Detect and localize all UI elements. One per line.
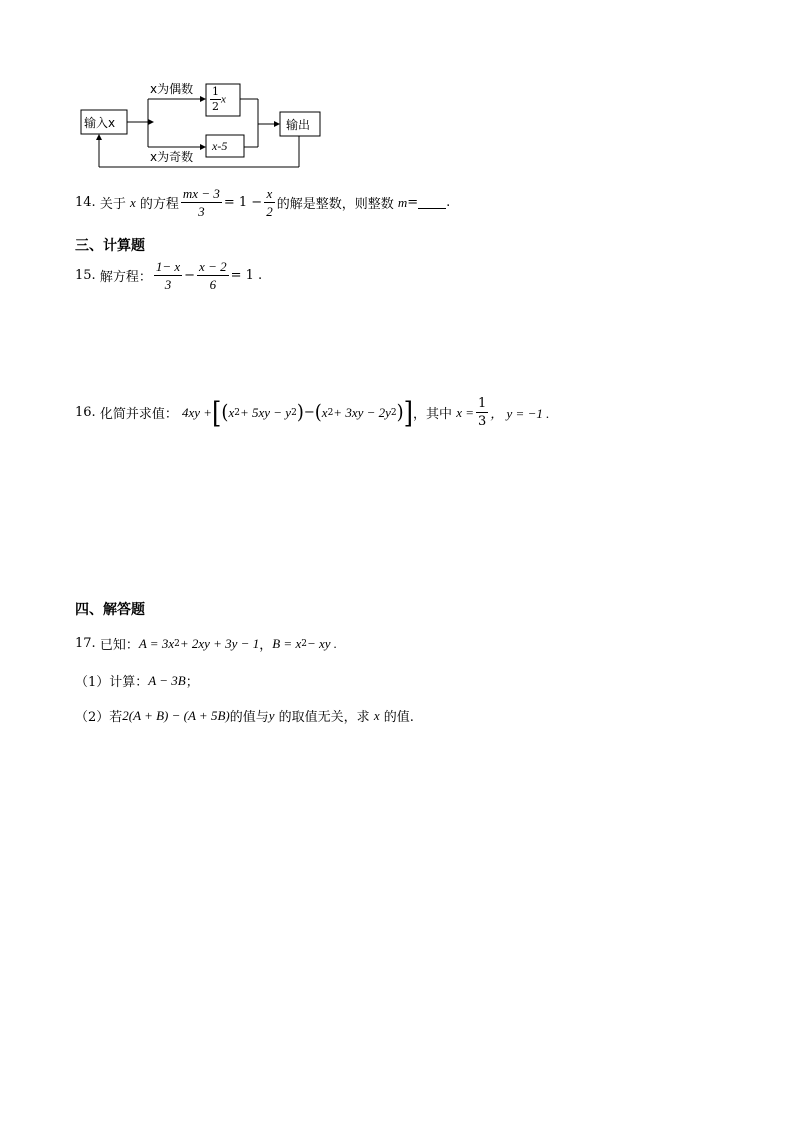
- q14-frac1-num: mx − 3: [182, 186, 220, 201]
- q16-expr-b: x: [228, 404, 235, 420]
- q16-x-num: 1: [478, 396, 487, 411]
- q16-expr-d: −: [303, 405, 315, 420]
- question-17-part-2: [75, 706, 414, 725]
- q16-x-fraction: [476, 396, 488, 429]
- q16-y-part: ， y = −1 .: [490, 406, 550, 421]
- half-den: 2: [212, 100, 219, 113]
- q17-given: 已知：: [99, 638, 139, 653]
- q17-part1-label: （1）计算：: [75, 675, 149, 690]
- q14-frac1-den: 3: [198, 204, 205, 219]
- half-var: x: [221, 93, 226, 106]
- q14-answer-blank[interactable]: [418, 196, 446, 209]
- q16-bracket-open: [: [212, 395, 222, 430]
- q17-sep: ，: [259, 638, 273, 653]
- q14-text-b: 的方程: [139, 197, 179, 212]
- q17-b-def: B = x: [272, 635, 302, 651]
- q15-fraction-1: [154, 259, 182, 292]
- q14-frac2-num: x: [264, 186, 275, 203]
- q15-frac1-num: 1− x: [155, 259, 181, 274]
- q16-expr-a: 4xy +: [181, 404, 213, 420]
- q16-paren-open-2: (: [314, 400, 322, 425]
- q17-part2-expr: 2(A + B) − (A + 5B): [122, 707, 230, 723]
- q16-bracket-close: ]: [403, 395, 414, 430]
- q17-part2-label: （2）若: [75, 710, 123, 725]
- q14-var-x: x: [129, 194, 136, 210]
- q17-b-def2: − xy .: [306, 635, 338, 651]
- section-3-title: 三、计算题: [75, 238, 145, 254]
- odd-label: x为奇数: [150, 150, 194, 164]
- q17-part2-text: 的值与: [229, 710, 269, 725]
- q17-part2-text3: 的值.: [383, 710, 414, 725]
- q15-number: 15.: [75, 268, 96, 283]
- section-4-title: 四、解答题: [75, 602, 145, 618]
- question-15: [75, 259, 262, 292]
- q14-var-m: m: [397, 194, 408, 210]
- q17-a-def: A = 3x: [138, 635, 175, 651]
- minus-five-label: x-5: [212, 139, 228, 153]
- q16-paren-close-1: ): [296, 400, 304, 425]
- q15-label: 解方程：: [99, 270, 152, 285]
- q16-number: 16.: [75, 405, 96, 420]
- q15-frac1-den: 3: [164, 277, 172, 292]
- q17-part2-text2: 的取值无关，求: [278, 710, 370, 725]
- question-17: 17. 已知： A = 3x 2 + 2xy + 3y − 1 ， B = x 2 − xy .: [75, 635, 338, 653]
- output-label: 输出: [286, 118, 311, 132]
- q17-a-def2: + 2xy + 3y − 1: [179, 635, 260, 651]
- q16-x-eq: x =: [456, 404, 474, 420]
- q15-fraction-2: [197, 259, 229, 292]
- question-17-part-1: [75, 671, 199, 690]
- q14-fraction-1: [181, 186, 222, 219]
- q16-label: 化简并求值：: [99, 407, 178, 422]
- q17-part2-x: x: [373, 707, 380, 723]
- half-expression: [210, 86, 226, 113]
- q15-frac2-num: x − 2: [199, 259, 227, 274]
- q17-number: 17.: [75, 636, 96, 651]
- question-16: 16. 化简并求值： 4xy + [ ( x 2 + 5xy − y 2 ) − ( x 2 + 3xy − 2y 2 ) ] ，其中 x = $\frac{1}{3}$ ， y = −1 .: [75, 395, 550, 430]
- q14-text-d: =: [407, 195, 419, 210]
- q16-paren-close-2: ): [396, 400, 404, 425]
- q14-text-c: 的解是整数，则整数: [276, 197, 394, 212]
- q14-text-a: 关于: [99, 197, 126, 212]
- q15-minus: −: [184, 268, 196, 283]
- q14-fraction-2: [264, 186, 275, 219]
- q16-x-den: 3: [478, 414, 487, 429]
- half-num: 1: [212, 85, 219, 98]
- input-label: 输入x: [84, 116, 116, 130]
- q16-tail: ，其中: [413, 407, 453, 422]
- q16-expr-f: + 3xy − 2y: [333, 404, 391, 420]
- q16-expr-e: x: [321, 404, 328, 420]
- q14-end: .: [446, 195, 451, 210]
- q17-part2-y: y: [268, 707, 275, 723]
- q16-paren-open-1: (: [221, 400, 229, 425]
- q14-number: 14.: [75, 195, 96, 210]
- even-label: x为偶数: [150, 82, 194, 96]
- q14-eq: = 1 −: [223, 195, 263, 210]
- question-14: [75, 186, 450, 219]
- q15-rhs: = 1 .: [230, 268, 263, 283]
- q16-expr-c: + 5xy − y: [239, 404, 292, 420]
- q17-part1-end: ；: [185, 675, 199, 690]
- q17-part1-expr: A − 3B: [148, 672, 186, 688]
- q14-frac2-den: 2: [266, 204, 273, 219]
- q15-frac2-den: 6: [209, 277, 217, 292]
